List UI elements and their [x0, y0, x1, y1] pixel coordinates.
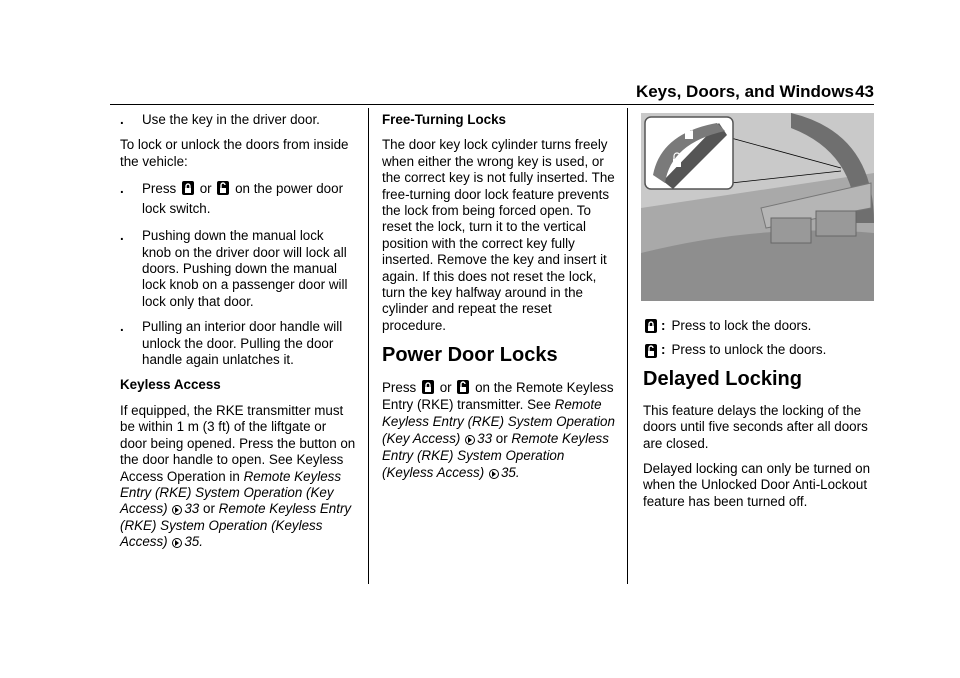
column-1 [120, 112, 356, 560]
lock-legend: : Press to lock the doors. [643, 318, 875, 334]
header-rule [110, 104, 874, 105]
page-reference-icon [489, 469, 499, 479]
subheading: Keyless Access [120, 377, 221, 393]
lock-icon [422, 380, 434, 394]
paragraph: Press or on the Remote Keyless Entry (RKE) transmitter. See Remote Keyless Entry (RKE) System Operation (Key Access) 33 or Remote Keyless Entry (RKE) System Operation (Keyless Access) 35. [382, 380, 615, 481]
door-panel-illustration [641, 113, 874, 301]
section-title: Keys, Doors, and Windows [635, 82, 854, 101]
unlock-icon [457, 380, 469, 394]
paragraph: If equipped, the RKE transmitter must be within 1 m (3 ft) of the liftgate or door being opened. Press the button on the door handle to open. See Keyless Access Operation in Remote Keyless Entry (RKE) System Operation (Key Access) 33 or Remote Keyless Entry (RKE) System Operation (Keyless Access) 35. [120, 402, 356, 550]
unlock-icon [645, 344, 657, 358]
column-divider-1 [368, 108, 369, 584]
column-2 [382, 112, 618, 490]
door-lock-switch-photo [641, 113, 874, 301]
cross-reference-link[interactable]: Remote Keyless Entry (RKE) System Operation (Key Access) [382, 397, 615, 447]
lock-icon [182, 181, 194, 195]
page-reference-icon [172, 505, 182, 515]
paragraph: The door key lock cylinder turns freely when either the wrong key is used, or the correct key is not fully inserted. The free-turning door lock feature prevents the lock from being forced open. To reset the lock, turn it to the vertical position with the correct key fully inserted. Remove the key and insert it again. If this does not reset the lock, turn the key halfway around in the cylinder and repeat the reset procedure. [382, 137, 615, 333]
paragraph: This feature delays the locking of the doors until five seconds after all doors are closed. [643, 402, 868, 451]
section-heading: Power Door Locks [382, 344, 558, 367]
page-reference-icon [465, 435, 475, 445]
subheading: Free-Turning Locks [382, 112, 507, 127]
page-number: 43 [855, 82, 874, 101]
column-3 [643, 318, 875, 519]
cross-reference-link[interactable]: Remote Keyless Entry (RKE) System Operation (Keyless Access) [382, 431, 609, 481]
paragraph: Delayed locking can only be turned on when the Unlocked Door Anti-Lockout feature has been turned off. [643, 461, 871, 509]
page-header [0, 82, 960, 106]
unlock-legend: : Press to unlock the doors. [643, 342, 875, 358]
section-heading: Delayed Locking [643, 367, 802, 390]
list-item: . Press or on the power door lock switch. [120, 181, 344, 217]
cross-reference-link[interactable]: Remote Keyless Entry (RKE) System Operation (Key Access) [120, 468, 342, 517]
list-item: . Pushing down the manual lock knob on the driver door will lock all doors. Pushing down the manual lock knob on a passenger door will lock only that door. [120, 228, 348, 309]
column-divider-2 [627, 108, 628, 584]
list-item: . Pulling an interior door handle will unlock the door. Pulling the door handle again unlatches it. [120, 319, 343, 368]
list-item: . Use the key in the driver door. [120, 112, 320, 127]
cross-reference-link[interactable]: Remote Keyless Entry (RKE) System Operation (Keyless Access) [120, 501, 352, 550]
page-reference-icon [172, 538, 182, 548]
unlock-icon [217, 181, 229, 195]
lock-icon [645, 319, 657, 333]
paragraph: To lock or unlock the doors from inside the vehicle: [120, 137, 349, 169]
